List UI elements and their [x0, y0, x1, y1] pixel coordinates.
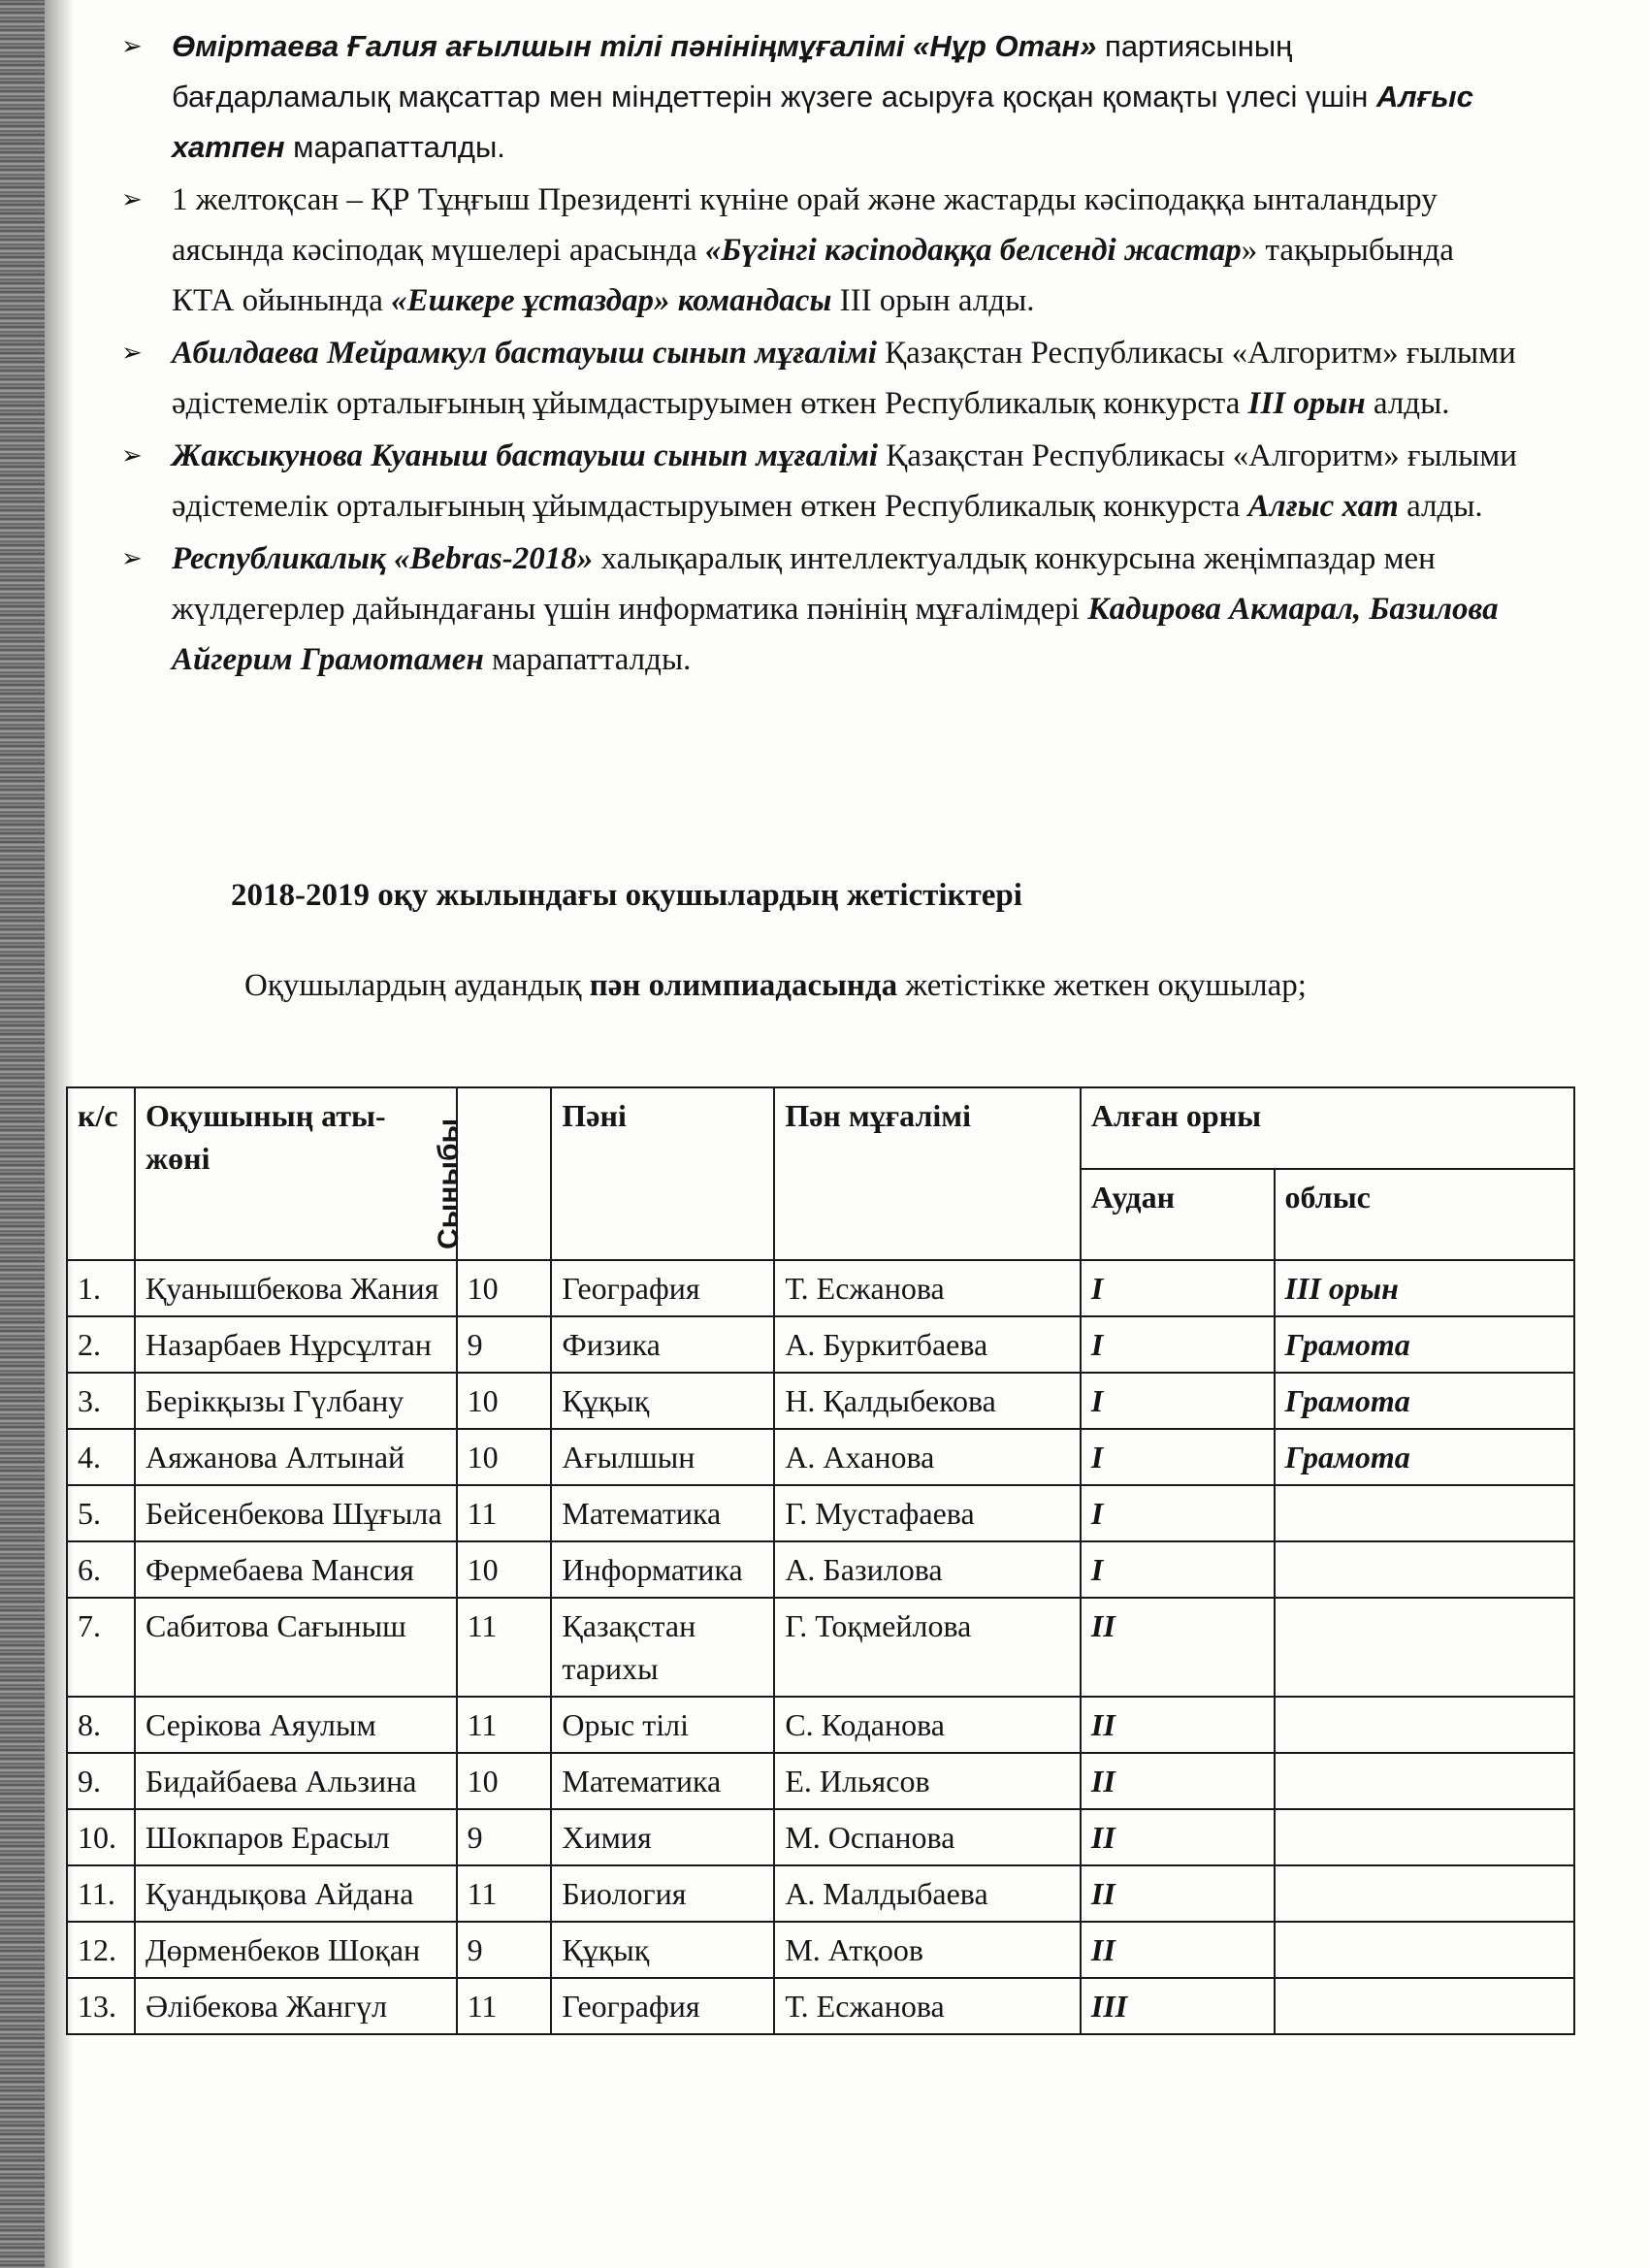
cell-subject: Құқық — [551, 1373, 774, 1429]
cell-grade: 9 — [457, 1922, 552, 1978]
header-grade-cell — [433, 1087, 552, 1260]
cell-district: II — [1081, 1697, 1275, 1753]
cell-region — [1275, 1922, 1574, 1978]
cell-teacher: С. Коданова — [774, 1697, 1081, 1753]
achievement-text-part: Кадирова Акмарал, Базилова Айгерим Грамотамен — [172, 592, 1499, 677]
cell-region — [1275, 1541, 1574, 1598]
cell-district: I — [1081, 1373, 1275, 1429]
achievement-text-part: » тақырыбында КТА ойынында — [172, 233, 1454, 318]
cell-region: ІІІ орын — [1275, 1260, 1574, 1316]
table-row — [67, 1429, 1574, 1485]
cell-teacher: Г. Мустафаева — [774, 1485, 1081, 1541]
cell-num: 13. — [67, 1978, 135, 2034]
cell-name: Шокпаров Ерасыл — [135, 1809, 457, 1865]
achievement-text-part: «Ешкере ұстаздар» командасы — [391, 283, 832, 318]
cell-name: Назарбаев Нұрсұлтан — [135, 1316, 457, 1373]
achievement-text-part: Алғыс хат — [1247, 489, 1399, 524]
achievement-text-part: марапатталды. — [483, 642, 692, 677]
table-row — [67, 1753, 1574, 1809]
cell-teacher: Т. Есжанова — [774, 1260, 1081, 1316]
achievement-text-part: алды. — [1398, 489, 1483, 524]
cell-teacher: М. Атқоов — [774, 1922, 1081, 1978]
achievement-text-part: Қазақстан Республикасы «Алгоритм» ғылыми әдістемелік орталығының ұйымдастыруымен өткен Республикалық конкурста — [172, 336, 1516, 421]
achievement-text-part: 1 желтоқсан – ҚР Тұңғыш Президенті күніне орай және жастарды кәсіподаққа ынталандыру аясында кәсіподақ мүшелері арасында — [172, 182, 1438, 268]
arrow-bullet-icon: ➢ — [121, 185, 143, 214]
cell-district: III — [1081, 1978, 1275, 2034]
cell-grade: 9 — [457, 1316, 552, 1373]
arrow-bullet-icon: ➢ — [121, 339, 143, 368]
achievement-text-part: партиясының бағдарламалық мақсаттар мен міндеттерін жүзеге асыруға қосқан қомақты үлесі үшін — [172, 29, 1376, 113]
intro-text-after: жетістікке жеткен оқушылар; — [897, 968, 1307, 1003]
cell-region — [1275, 1865, 1574, 1922]
cell-name: Аяжанова Алтынай — [135, 1429, 457, 1485]
achievement-text-part: Өміртаева Ғалия ағылшын тілі пәнініңмұғалімі «Нұр Отан» — [172, 29, 1097, 63]
intro-text-before: Оқушылардың аудандық — [244, 968, 590, 1003]
cell-teacher: Г. Тоқмейлова — [774, 1598, 1081, 1697]
table-row — [67, 1598, 1574, 1697]
cell-region — [1275, 1753, 1574, 1809]
cell-name: Серікова Аяулым — [135, 1697, 457, 1753]
cell-grade: 11 — [457, 1865, 552, 1922]
cell-subject: Биология — [551, 1865, 774, 1922]
cell-subject: Химия — [551, 1809, 774, 1865]
cell-district: I — [1081, 1485, 1275, 1541]
cell-num: 9. — [67, 1753, 135, 1809]
arrow-bullet-icon: ➢ — [121, 441, 143, 470]
scan-shadow-edge — [0, 0, 45, 2268]
section-title: 2018-2019 оқу жылындағы оқушылардың жетістіктері — [231, 878, 1022, 913]
cell-grade: 10 — [457, 1429, 552, 1485]
cell-num: 4. — [67, 1429, 135, 1485]
cell-name: Бейсенбекова Шұғыла — [135, 1485, 457, 1541]
cell-num: 8. — [67, 1697, 135, 1753]
table-row — [67, 1541, 1574, 1598]
cell-region — [1275, 1697, 1574, 1753]
cell-subject: География — [551, 1260, 774, 1316]
achievement-item — [121, 431, 1518, 532]
cell-grade: 11 — [457, 1598, 552, 1697]
achievement-text-part: Алғыс хатпен — [172, 80, 1473, 164]
cell-region — [1275, 1485, 1574, 1541]
cell-name: Қуанышбекова Жания — [135, 1260, 457, 1316]
cell-name: Берікқызы Гүлбану — [135, 1373, 457, 1429]
cell-num: 3. — [67, 1373, 135, 1429]
header-grade: Сыныбы — [433, 1118, 466, 1249]
cell-teacher: М. Оспанова — [774, 1809, 1081, 1865]
cell-name: Сабитова Сағыныш — [135, 1598, 457, 1697]
cell-grade: 10 — [457, 1373, 552, 1429]
table-row — [67, 1373, 1574, 1429]
cell-name: Бидайбаева Альзина — [135, 1753, 457, 1809]
achievement-text-part: халықаралық интеллектуалдық конкурсына жеңімпаздар мен жүлдегерлер дайындағаны үшін информатика пәнінің мұғалімдері — [172, 541, 1436, 627]
cell-num: 12. — [67, 1922, 135, 1978]
cell-district: I — [1081, 1541, 1275, 1598]
cell-subject: Қазақстан тарихы — [551, 1598, 774, 1697]
cell-num: 6. — [67, 1541, 135, 1598]
cell-grade: 11 — [457, 1697, 552, 1753]
header-num: к/с — [67, 1087, 135, 1260]
header-region: облыс — [1275, 1169, 1574, 1260]
achievement-text-part: Абилдаева Мейрамкул бастауыш сынып мұғалімі — [172, 336, 877, 371]
cell-subject: Математика — [551, 1753, 774, 1809]
cell-district: I — [1081, 1429, 1275, 1485]
achievement-item — [121, 175, 1518, 326]
cell-teacher: Т. Есжанова — [774, 1978, 1081, 2034]
header-place: Алған орны — [1081, 1087, 1574, 1169]
cell-grade: 10 — [457, 1753, 552, 1809]
cell-num: 10. — [67, 1809, 135, 1865]
cell-grade: 9 — [457, 1809, 552, 1865]
achievement-item — [121, 534, 1518, 685]
cell-teacher: Н. Қалдыбекова — [774, 1373, 1081, 1429]
achievement-text-part: Жаксыкунова Куаныш бастауыш сынып мұғалімі — [172, 438, 878, 473]
cell-region — [1275, 1978, 1574, 2034]
cell-num: 5. — [67, 1485, 135, 1541]
cell-grade: 11 — [457, 1485, 552, 1541]
header-name: Оқушының аты- жөні — [135, 1087, 457, 1260]
cell-district: II — [1081, 1753, 1275, 1809]
cell-name: Фермебаева Мансия — [135, 1541, 457, 1598]
cell-teacher: А. Буркитбаева — [774, 1316, 1081, 1373]
cell-num: 2. — [67, 1316, 135, 1373]
cell-teacher: А. Малдыбаева — [774, 1865, 1081, 1922]
table-header-row — [67, 1087, 1574, 1169]
cell-teacher: Е. Ильясов — [774, 1753, 1081, 1809]
table-row — [67, 1697, 1574, 1753]
arrow-bullet-icon: ➢ — [121, 544, 143, 573]
cell-region: Грамота — [1275, 1373, 1574, 1429]
cell-district: II — [1081, 1598, 1275, 1697]
cell-subject: Математика — [551, 1485, 774, 1541]
header-teacher: Пән мұғалімі — [774, 1087, 1081, 1260]
intro-text-bold: пән олимпиадасында — [589, 968, 898, 1003]
table-row — [67, 1922, 1574, 1978]
cell-subject: Физика — [551, 1316, 774, 1373]
cell-region: Грамота — [1275, 1316, 1574, 1373]
cell-grade: 10 — [457, 1541, 552, 1598]
cell-district: I — [1081, 1260, 1275, 1316]
table-row — [67, 1485, 1574, 1541]
achievement-text-part: Қазақстан Республикасы «Алгоритм» ғылыми әдістемелік орталығының ұйымдастыруымен өткен Республикалық конкурста — [172, 438, 1517, 524]
achievement-text-part: Республикалық «Bebras-2018» — [172, 541, 594, 576]
achievements-list — [121, 21, 1518, 687]
arrow-bullet-icon: ➢ — [121, 32, 143, 61]
achievement-text-part: ІІІ орын — [1247, 386, 1366, 421]
cell-district: II — [1081, 1922, 1275, 1978]
table-row — [67, 1809, 1574, 1865]
cell-region: Грамота — [1275, 1429, 1574, 1485]
achievement-text-part: «Бүгінгі кәсіподаққа белсенді жастар — [704, 233, 1242, 268]
achievement-text-part: ІІІ орын алды. — [831, 283, 1035, 318]
cell-region — [1275, 1598, 1574, 1697]
table-row — [67, 1865, 1574, 1922]
cell-name: Дөрменбеков Шоқан — [135, 1922, 457, 1978]
achievement-item — [121, 328, 1518, 429]
cell-teacher: А. Аханова — [774, 1429, 1081, 1485]
intro-paragraph — [231, 960, 1395, 1011]
achievement-text-part: марапатталды. — [284, 130, 505, 164]
cell-subject: Информатика — [551, 1541, 774, 1598]
cell-district: II — [1081, 1809, 1275, 1865]
cell-num: 7. — [67, 1598, 135, 1697]
achievement-item — [121, 21, 1518, 173]
cell-region — [1275, 1809, 1574, 1865]
cell-district: I — [1081, 1316, 1275, 1373]
header-subject: Пәні — [551, 1087, 774, 1260]
cell-subject: География — [551, 1978, 774, 2034]
cell-name: Әлібекова Жангүл — [135, 1978, 457, 2034]
cell-name: Қуандықова Айдана — [135, 1865, 457, 1922]
header-district: Аудан — [1081, 1169, 1275, 1260]
cell-grade: 10 — [457, 1260, 552, 1316]
cell-subject: Құқық — [551, 1922, 774, 1978]
cell-num: 1. — [67, 1260, 135, 1316]
cell-district: II — [1081, 1865, 1275, 1922]
achievement-text-part: алды. — [1365, 386, 1450, 421]
cell-num: 11. — [67, 1865, 135, 1922]
table-row — [67, 1316, 1574, 1373]
cell-grade: 11 — [457, 1978, 552, 2034]
cell-subject: Ағылшын — [551, 1429, 774, 1485]
cell-teacher: А. Базилова — [774, 1541, 1081, 1598]
table-row — [67, 1978, 1574, 2034]
cell-subject: Орыс тілі — [551, 1697, 774, 1753]
table-row — [67, 1260, 1574, 1316]
olympiad-results-table — [66, 1086, 1575, 2035]
